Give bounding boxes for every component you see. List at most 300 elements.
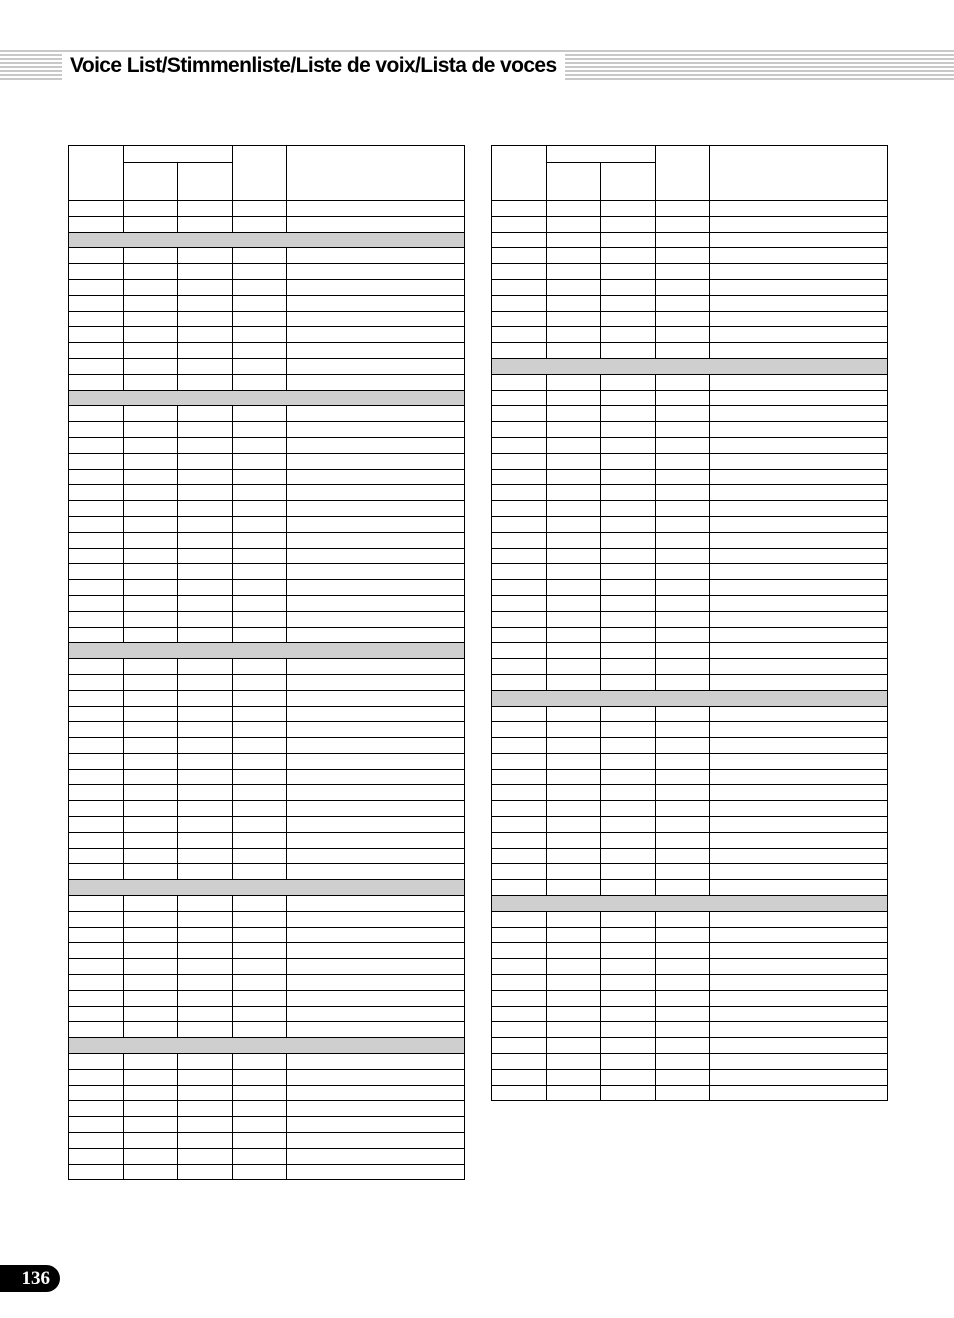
table-cell	[69, 485, 124, 501]
table-cell	[178, 801, 233, 817]
table-cell	[233, 611, 287, 627]
table-row	[69, 1164, 465, 1180]
table-cell	[601, 453, 656, 469]
table-cell	[492, 927, 547, 943]
table-cell	[178, 595, 233, 611]
table-cell	[124, 216, 178, 232]
table-cell	[656, 295, 710, 311]
category-cell	[492, 896, 888, 912]
table-cell	[601, 374, 656, 390]
table-row	[492, 943, 888, 959]
category-cell	[69, 390, 465, 406]
table-cell	[492, 343, 547, 359]
table-row	[492, 1054, 888, 1070]
table-cell	[547, 706, 601, 722]
table-cell	[233, 801, 287, 817]
table-cell	[124, 501, 178, 517]
table-row	[492, 659, 888, 675]
table-row	[492, 406, 888, 422]
table-cell	[601, 975, 656, 991]
table-row	[492, 437, 888, 453]
table-cell	[287, 564, 465, 580]
table-cell	[178, 295, 233, 311]
table-cell	[547, 785, 601, 801]
table-cell	[710, 864, 888, 880]
category-cell	[492, 690, 888, 706]
table-cell	[656, 959, 710, 975]
table-row	[492, 343, 888, 359]
table-cell	[124, 738, 178, 754]
table-cell	[287, 864, 465, 880]
table-row	[69, 564, 465, 580]
header-sub-cell	[601, 163, 656, 201]
table-row	[492, 485, 888, 501]
table-cell	[492, 548, 547, 564]
table-cell	[710, 374, 888, 390]
table-cell	[69, 864, 124, 880]
table-cell	[656, 1022, 710, 1038]
table-cell	[656, 516, 710, 532]
table-cell	[178, 959, 233, 975]
table-cell	[287, 1148, 465, 1164]
table-row	[69, 422, 465, 438]
table-cell	[124, 832, 178, 848]
table-row	[69, 1117, 465, 1133]
table-cell	[287, 1054, 465, 1070]
table-cell	[69, 374, 124, 390]
table-row	[69, 1085, 465, 1101]
table-cell	[601, 848, 656, 864]
table-cell	[547, 469, 601, 485]
table-cell	[287, 896, 465, 912]
table-cell	[124, 722, 178, 738]
table-row	[492, 927, 888, 943]
table-cell	[601, 911, 656, 927]
table-cell	[656, 722, 710, 738]
table-cell	[233, 990, 287, 1006]
table-cell	[492, 264, 547, 280]
table-cell	[233, 785, 287, 801]
table-row	[492, 769, 888, 785]
table-cell	[601, 279, 656, 295]
table-cell	[492, 564, 547, 580]
table-cell	[287, 801, 465, 817]
table-row	[492, 1069, 888, 1085]
table-cell	[656, 990, 710, 1006]
table-row	[492, 817, 888, 833]
table-cell	[233, 327, 287, 343]
table-row	[69, 659, 465, 675]
table-cell	[492, 216, 547, 232]
table-cell	[710, 738, 888, 754]
table-cell	[178, 1085, 233, 1101]
table-cell	[124, 422, 178, 438]
table-cell	[69, 279, 124, 295]
table-cell	[710, 564, 888, 580]
table-row	[69, 1022, 465, 1038]
table-cell	[492, 295, 547, 311]
table-cell	[601, 659, 656, 675]
table-cell	[69, 1022, 124, 1038]
table-cell	[492, 248, 547, 264]
table-cell	[124, 1085, 178, 1101]
table-cell	[233, 674, 287, 690]
table-cell	[69, 817, 124, 833]
table-cell	[492, 627, 547, 643]
table-cell	[124, 532, 178, 548]
table-cell	[233, 264, 287, 280]
table-cell	[287, 753, 465, 769]
table-cell	[178, 469, 233, 485]
table-cell	[656, 548, 710, 564]
table-cell	[69, 1054, 124, 1070]
table-cell	[233, 279, 287, 295]
table-cell	[547, 485, 601, 501]
table-cell	[124, 264, 178, 280]
table-cell	[233, 580, 287, 596]
table-cell	[69, 627, 124, 643]
table-row	[69, 1006, 465, 1022]
table-cell	[710, 975, 888, 991]
table-cell	[547, 422, 601, 438]
table-row	[69, 295, 465, 311]
table-cell	[287, 943, 465, 959]
table-cell	[656, 437, 710, 453]
table-cell	[492, 880, 547, 896]
table-cell	[69, 358, 124, 374]
table-row	[492, 595, 888, 611]
table-row	[492, 785, 888, 801]
header-cell	[69, 146, 124, 201]
table-row	[69, 595, 465, 611]
table-cell	[69, 295, 124, 311]
table-cell	[233, 832, 287, 848]
table-cell	[656, 769, 710, 785]
table-row	[69, 201, 465, 217]
table-cell	[710, 943, 888, 959]
table-cell	[492, 722, 547, 738]
table-cell	[69, 1117, 124, 1133]
table-cell	[233, 1101, 287, 1117]
table-row	[69, 627, 465, 643]
table-cell	[287, 453, 465, 469]
table-cell	[547, 311, 601, 327]
table-cell	[69, 690, 124, 706]
table-cell	[710, 501, 888, 517]
table-row	[69, 785, 465, 801]
table-cell	[601, 201, 656, 217]
table-cell	[287, 248, 465, 264]
table-cell	[601, 437, 656, 453]
table-cell	[547, 848, 601, 864]
table-row	[492, 959, 888, 975]
table-cell	[547, 216, 601, 232]
table-cell	[233, 564, 287, 580]
table-cell	[492, 943, 547, 959]
table-cell	[710, 516, 888, 532]
category-cell	[69, 643, 465, 659]
table-cell	[710, 248, 888, 264]
table-cell	[178, 832, 233, 848]
table-cell	[233, 706, 287, 722]
table-cell	[233, 453, 287, 469]
table-row	[69, 311, 465, 327]
table-row	[69, 532, 465, 548]
table-row	[69, 374, 465, 390]
table-header-row	[69, 146, 465, 163]
table-cell	[656, 943, 710, 959]
table-row	[492, 832, 888, 848]
table-cell	[287, 848, 465, 864]
table-cell	[287, 1133, 465, 1149]
table-row	[492, 753, 888, 769]
table-cell	[287, 706, 465, 722]
table-cell	[656, 706, 710, 722]
table-cell	[656, 374, 710, 390]
table-cell	[710, 817, 888, 833]
table-cell	[710, 279, 888, 295]
table-cell	[656, 817, 710, 833]
table-cell	[124, 674, 178, 690]
table-cell	[601, 390, 656, 406]
table-cell	[547, 1054, 601, 1070]
table-cell	[69, 1133, 124, 1149]
table-row	[69, 516, 465, 532]
table-cell	[69, 201, 124, 217]
table-cell	[492, 911, 547, 927]
table-row	[69, 674, 465, 690]
table-cell	[656, 627, 710, 643]
table-cell	[656, 753, 710, 769]
table-cell	[287, 1022, 465, 1038]
table-cell	[124, 627, 178, 643]
table-cell	[601, 485, 656, 501]
table-cell	[710, 232, 888, 248]
table-row	[69, 358, 465, 374]
table-cell	[547, 627, 601, 643]
category-row	[69, 232, 465, 248]
table-cell	[601, 674, 656, 690]
table-cell	[601, 943, 656, 959]
table-cell	[69, 1085, 124, 1101]
table-row	[492, 611, 888, 627]
table-cell	[710, 1069, 888, 1085]
header-cell	[492, 146, 547, 201]
table-cell	[656, 580, 710, 596]
table-cell	[287, 611, 465, 627]
table-cell	[178, 1148, 233, 1164]
table-row	[69, 485, 465, 501]
table-cell	[492, 580, 547, 596]
table-cell	[287, 627, 465, 643]
table-cell	[233, 1022, 287, 1038]
table-cell	[287, 311, 465, 327]
table-cell	[656, 975, 710, 991]
table-cell	[547, 801, 601, 817]
table-row	[69, 501, 465, 517]
table-cell	[547, 911, 601, 927]
table-cell	[178, 201, 233, 217]
table-cell	[601, 469, 656, 485]
header-group-cell	[124, 146, 233, 163]
table-cell	[710, 832, 888, 848]
table-cell	[710, 753, 888, 769]
table-cell	[656, 422, 710, 438]
table-cell	[492, 864, 547, 880]
table-cell	[178, 1164, 233, 1180]
voice-table-left-body	[69, 146, 465, 1180]
table-cell	[233, 927, 287, 943]
table-cell	[492, 406, 547, 422]
table-cell	[492, 659, 547, 675]
table-cell	[69, 1101, 124, 1117]
table-cell	[601, 406, 656, 422]
table-cell	[233, 1117, 287, 1133]
page-number: 136	[0, 1265, 60, 1292]
table-cell	[492, 595, 547, 611]
table-cell	[547, 548, 601, 564]
table-row	[69, 943, 465, 959]
table-cell	[178, 659, 233, 675]
table-cell	[178, 674, 233, 690]
table-cell	[124, 848, 178, 864]
category-cell	[69, 880, 465, 896]
page-title: Voice List/Stimmenliste/Liste de voix/Lista de voces	[62, 52, 565, 80]
table-row	[492, 564, 888, 580]
table-cell	[233, 516, 287, 532]
table-cell	[178, 943, 233, 959]
category-row	[492, 358, 888, 374]
table-cell	[69, 327, 124, 343]
table-cell	[656, 611, 710, 627]
table-cell	[547, 453, 601, 469]
table-cell	[710, 327, 888, 343]
table-cell	[178, 1069, 233, 1085]
table-cell	[178, 1054, 233, 1070]
header-sub-cell	[547, 163, 601, 201]
table-cell	[656, 279, 710, 295]
table-cell	[287, 1101, 465, 1117]
table-cell	[178, 406, 233, 422]
table-row	[69, 753, 465, 769]
voice-table-right-body	[492, 146, 888, 1101]
table-cell	[69, 311, 124, 327]
table-cell	[287, 532, 465, 548]
table-cell	[287, 437, 465, 453]
table-cell	[710, 1054, 888, 1070]
table-cell	[601, 927, 656, 943]
table-cell	[547, 864, 601, 880]
table-cell	[287, 738, 465, 754]
table-row	[69, 437, 465, 453]
table-row	[69, 343, 465, 359]
table-cell	[124, 817, 178, 833]
table-cell	[287, 343, 465, 359]
table-cell	[656, 1006, 710, 1022]
table-cell	[287, 406, 465, 422]
table-cell	[710, 595, 888, 611]
table-cell	[547, 532, 601, 548]
table-cell	[547, 722, 601, 738]
table-cell	[492, 311, 547, 327]
category-row	[69, 1038, 465, 1054]
table-cell	[710, 643, 888, 659]
table-cell	[233, 911, 287, 927]
table-cell	[656, 595, 710, 611]
table-cell	[69, 453, 124, 469]
table-cell	[69, 990, 124, 1006]
table-cell	[124, 911, 178, 927]
table-cell	[69, 548, 124, 564]
table-row	[492, 975, 888, 991]
table-cell	[601, 611, 656, 627]
table-row	[69, 216, 465, 232]
table-cell	[233, 690, 287, 706]
table-cell	[710, 722, 888, 738]
table-cell	[178, 453, 233, 469]
table-cell	[656, 659, 710, 675]
table-row	[492, 643, 888, 659]
table-cell	[710, 453, 888, 469]
table-cell	[69, 501, 124, 517]
table-row	[492, 864, 888, 880]
table-cell	[178, 422, 233, 438]
table-cell	[601, 422, 656, 438]
table-row	[69, 406, 465, 422]
table-cell	[492, 437, 547, 453]
table-cell	[233, 817, 287, 833]
table-cell	[492, 1006, 547, 1022]
table-cell	[178, 485, 233, 501]
table-cell	[124, 580, 178, 596]
table-cell	[124, 516, 178, 532]
table-cell	[69, 1164, 124, 1180]
table-cell	[710, 659, 888, 675]
table-cell	[287, 1164, 465, 1180]
table-cell	[178, 264, 233, 280]
table-cell	[710, 627, 888, 643]
table-cell	[601, 1006, 656, 1022]
table-cell	[124, 990, 178, 1006]
table-cell	[233, 216, 287, 232]
table-cell	[710, 880, 888, 896]
table-cell	[601, 327, 656, 343]
table-cell	[710, 801, 888, 817]
table-cell	[287, 975, 465, 991]
table-cell	[178, 564, 233, 580]
table-cell	[178, 769, 233, 785]
table-cell	[656, 1085, 710, 1101]
table-cell	[178, 1117, 233, 1133]
table-cell	[124, 801, 178, 817]
table-cell	[601, 1085, 656, 1101]
header-cell	[287, 146, 465, 201]
table-cell	[233, 469, 287, 485]
table-cell	[287, 485, 465, 501]
table-cell	[124, 564, 178, 580]
table-row	[492, 801, 888, 817]
table-cell	[601, 1054, 656, 1070]
table-cell	[547, 990, 601, 1006]
table-row	[492, 1038, 888, 1054]
table-cell	[178, 516, 233, 532]
table-cell	[178, 374, 233, 390]
table-cell	[492, 1022, 547, 1038]
category-cell	[69, 1038, 465, 1054]
table-cell	[124, 959, 178, 975]
table-cell	[233, 437, 287, 453]
table-cell	[547, 674, 601, 690]
